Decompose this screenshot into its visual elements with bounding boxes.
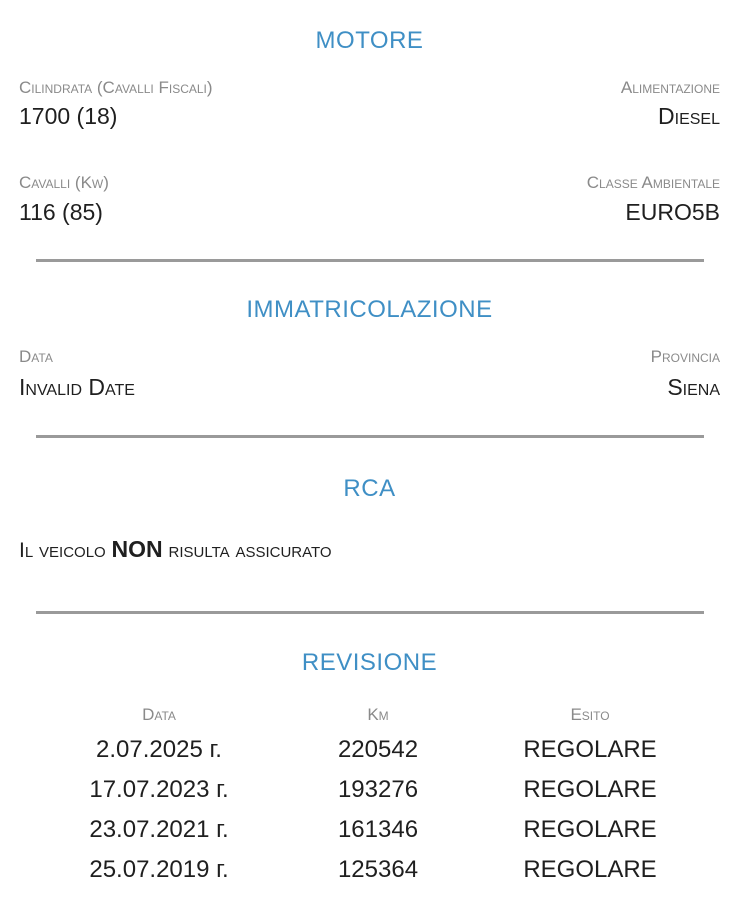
section-title-revisione: REVISIONE [301, 649, 438, 676]
revisione-row [0, 816, 739, 856]
revisione-row [0, 736, 739, 776]
revisione-km: 193276 [337, 776, 419, 803]
alimentazione-label: Alimentazione [620, 78, 720, 97]
alimentazione-value: Diesel [658, 103, 720, 129]
revisione-esito: REGOLARE [523, 736, 657, 763]
divider [36, 611, 704, 614]
rca-text-bold: NON [111, 536, 163, 562]
section-title-motore: MOTORE [315, 27, 424, 54]
revisione-esito: REGOLARE [523, 856, 657, 883]
revisione-header-km: Km [367, 705, 389, 724]
immatricolazione-data-value: Invalid Date [19, 374, 135, 400]
revisione-date: 25.07.2019 г. [89, 856, 229, 883]
provincia-label: Provincia [650, 347, 720, 366]
revisione-header-data: Data [142, 705, 176, 724]
revisione-row [0, 776, 739, 816]
section-title-rca: RCA [343, 475, 396, 502]
revisione-esito: REGOLARE [523, 816, 657, 843]
classe-ambientale-label: Classe Ambientale [586, 173, 720, 192]
cavalli-value: 116 (85) [19, 199, 103, 225]
classe-ambientale-value: EURO5B [625, 199, 720, 225]
revisione-km: 125364 [337, 856, 419, 883]
cilindrata-label: Cilindrata (Cavalli Fiscali) [19, 78, 213, 97]
rca-text-after: risulta assicurato [162, 539, 332, 562]
cavalli-label: Cavalli (Kw) [19, 173, 109, 192]
revisione-esito: REGOLARE [523, 776, 657, 803]
revisione-date: 17.07.2023 г. [89, 776, 229, 803]
revisione-row [0, 856, 739, 896]
section-title-immatricolazione: IMMATRICOLAZIONE [246, 296, 493, 323]
rca-status-text [19, 536, 332, 563]
rca-text-before: Il veicolo [19, 539, 112, 562]
divider [36, 435, 704, 438]
revisione-km: 220542 [337, 736, 419, 763]
cilindrata-value: 1700 (18) [19, 103, 118, 129]
divider [36, 259, 704, 262]
revisione-date: 23.07.2021 г. [89, 816, 229, 843]
revisione-date: 2.07.2025 г. [96, 736, 222, 763]
revisione-header-esito: Esito [570, 705, 610, 724]
immatricolazione-data-label: Data [19, 347, 53, 366]
provincia-value: Siena [667, 374, 720, 400]
revisione-km: 161346 [337, 816, 419, 843]
